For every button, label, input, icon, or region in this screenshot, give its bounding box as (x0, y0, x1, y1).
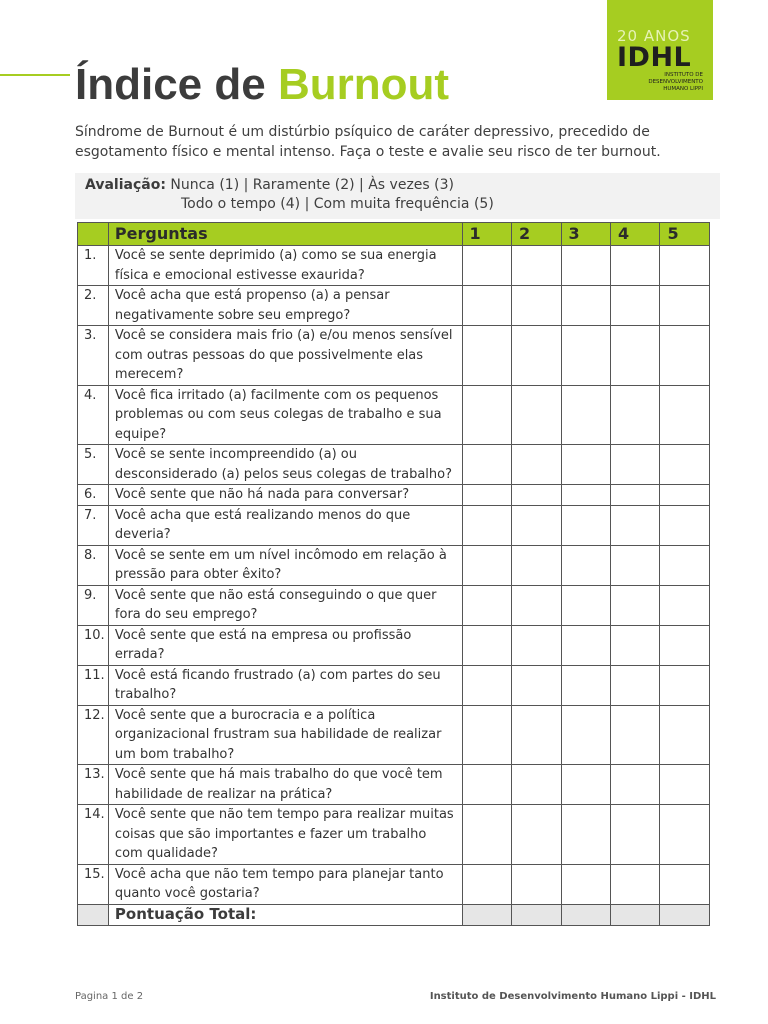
score-cell-1[interactable] (462, 445, 511, 485)
question-text: Você se sente em um nível incômodo em relação à pressão para obter êxito? (108, 545, 462, 585)
table-row (78, 326, 710, 386)
score-cell-2[interactable] (512, 246, 561, 286)
header-score-1: 1 (462, 223, 511, 246)
question-number: 14. (78, 805, 109, 865)
question-text: Você sente que não tem tempo para realizar muitas coisas que são importantes e fazer um trabalho com qualidade? (108, 805, 462, 865)
score-cell-5[interactable] (660, 286, 710, 326)
table-row (78, 505, 710, 545)
score-cell-2[interactable] (512, 326, 561, 386)
score-cell-3[interactable] (561, 585, 610, 625)
score-cell-5[interactable] (660, 545, 710, 585)
table-row (78, 864, 710, 904)
score-cell-3[interactable] (561, 326, 610, 386)
rating-scale-box (75, 173, 720, 219)
score-cell-2[interactable] (512, 385, 561, 445)
rating-label: Avaliação: (85, 177, 166, 193)
logo-name: IDHL (617, 42, 692, 73)
score-cell-3[interactable] (561, 445, 610, 485)
total-score-cell-5[interactable] (660, 904, 710, 925)
table-row (78, 665, 710, 705)
table-row (78, 545, 710, 585)
total-score-cell-3[interactable] (561, 904, 610, 925)
question-text: Você sente que está na empresa ou profissão errada? (108, 625, 462, 665)
table-header-row (78, 223, 710, 246)
question-text: Você sente que há mais trabalho do que você tem habilidade de realizar na prática? (108, 765, 462, 805)
score-cell-1[interactable] (462, 864, 511, 904)
question-number: 1. (78, 246, 109, 286)
score-cell-2[interactable] (512, 505, 561, 545)
header-questions: Perguntas (108, 223, 462, 246)
score-cell-2[interactable] (512, 286, 561, 326)
logo-subtitle-line1: INSTITUTO DE DESENVOLVIMENTO (648, 72, 703, 85)
question-text: Você sente que a burocracia e a política organizacional frustram sua habilidade de realizar um bom trabalho? (108, 705, 462, 765)
title-accent-line (0, 74, 70, 76)
score-cell-2[interactable] (512, 805, 561, 865)
question-text: Você se sente incompreendido (a) ou desconsiderado (a) pelos seus colegas de trabalho? (108, 445, 462, 485)
question-number: 8. (78, 545, 109, 585)
header-score-3: 3 (561, 223, 610, 246)
score-cell-4[interactable] (611, 445, 660, 485)
question-number: 2. (78, 286, 109, 326)
score-cell-4[interactable] (611, 765, 660, 805)
intro-paragraph: Síndrome de Burnout é um distúrbio psíquico de caráter depressivo, precedido de esgotamento físico e mental intenso. Faça o teste e avalie seu risco de ter burnout. (75, 124, 661, 160)
score-cell-4[interactable] (611, 805, 660, 865)
total-number-cell (78, 904, 109, 925)
score-cell-1[interactable] (462, 286, 511, 326)
score-cell-4[interactable] (611, 585, 660, 625)
score-cell-2[interactable] (512, 625, 561, 665)
page-title-accent: Burnout (277, 60, 450, 109)
question-number: 13. (78, 765, 109, 805)
question-number: 5. (78, 445, 109, 485)
score-cell-5[interactable] (660, 625, 710, 665)
score-cell-4[interactable] (611, 246, 660, 286)
table-row (78, 385, 710, 445)
total-score-cell-4[interactable] (611, 904, 660, 925)
score-cell-4[interactable] (611, 326, 660, 386)
question-number: 4. (78, 385, 109, 445)
score-cell-5[interactable] (660, 665, 710, 705)
footer-organization: Instituto de Desenvolvimento Humano Lippi - IDHL (429, 991, 716, 1002)
score-cell-5[interactable] (660, 326, 710, 386)
question-text: Você está ficando frustrado (a) com partes do seu trabalho? (108, 665, 462, 705)
table-row (78, 286, 710, 326)
burnout-questionnaire-table (77, 222, 710, 926)
score-cell-4[interactable] (611, 385, 660, 445)
total-score-cell-1[interactable] (462, 904, 511, 925)
table-row (78, 625, 710, 665)
score-cell-5[interactable] (660, 585, 710, 625)
question-number: 15. (78, 864, 109, 904)
score-cell-5[interactable] (660, 505, 710, 545)
score-cell-5[interactable] (660, 765, 710, 805)
score-cell-3[interactable] (561, 246, 610, 286)
score-cell-1[interactable] (462, 705, 511, 765)
score-cell-4[interactable] (611, 545, 660, 585)
footer-page-number: Pagina 1 de 2 (75, 991, 144, 1002)
logo-years: 20 ANOS (617, 27, 691, 45)
score-cell-4[interactable] (611, 485, 660, 506)
table-row (78, 246, 710, 286)
question-text: Você acha que está realizando menos do que deveria? (108, 505, 462, 545)
rating-options-2: Todo o tempo (4) | Com muita frequência (5) (181, 196, 494, 212)
score-cell-2[interactable] (512, 545, 561, 585)
page-title (75, 58, 449, 112)
score-cell-1[interactable] (462, 805, 511, 865)
score-cell-1[interactable] (462, 505, 511, 545)
score-cell-3[interactable] (561, 805, 610, 865)
score-cell-3[interactable] (561, 705, 610, 765)
score-cell-1[interactable] (462, 625, 511, 665)
table-row (78, 585, 710, 625)
score-cell-4[interactable] (611, 705, 660, 765)
score-cell-1[interactable] (462, 545, 511, 585)
score-cell-5[interactable] (660, 485, 710, 506)
score-cell-1[interactable] (462, 246, 511, 286)
score-cell-2[interactable] (512, 485, 561, 506)
score-cell-2[interactable] (512, 705, 561, 765)
header-score-2: 2 (512, 223, 561, 246)
score-cell-2[interactable] (512, 585, 561, 625)
table-row (78, 765, 710, 805)
score-cell-5[interactable] (660, 864, 710, 904)
total-row (78, 904, 710, 925)
question-number: 10. (78, 625, 109, 665)
score-cell-5[interactable] (660, 385, 710, 445)
score-cell-1[interactable] (462, 326, 511, 386)
logo-subtitle-line2: HUMANO LIPPI (663, 86, 703, 92)
idhl-logo (607, 0, 713, 100)
question-number: 9. (78, 585, 109, 625)
score-cell-5[interactable] (660, 445, 710, 485)
score-cell-4[interactable] (611, 286, 660, 326)
score-cell-4[interactable] (611, 864, 660, 904)
total-score-cell-2[interactable] (512, 904, 561, 925)
score-cell-3[interactable] (561, 505, 610, 545)
score-cell-3[interactable] (561, 665, 610, 705)
question-text: Você acha que não tem tempo para planejar tanto quanto você gostaria? (108, 864, 462, 904)
question-number: 7. (78, 505, 109, 545)
score-cell-3[interactable] (561, 765, 610, 805)
score-cell-5[interactable] (660, 705, 710, 765)
total-label: Pontuação Total: (108, 904, 462, 925)
page-title-main: Índice de (75, 60, 278, 109)
score-cell-2[interactable] (512, 445, 561, 485)
table-row (78, 485, 710, 506)
question-text: Você se sente deprimido (a) como se sua energia física e emocional estivesse exaurida? (108, 246, 462, 286)
score-cell-5[interactable] (660, 246, 710, 286)
question-text: Você acha que está propenso (a) a pensar negativamente sobre seu emprego? (108, 286, 462, 326)
table-row (78, 805, 710, 865)
question-number: 12. (78, 705, 109, 765)
table-row (78, 445, 710, 485)
rating-options-1: Nunca (1) | Raramente (2) | Às vezes (3) (170, 177, 454, 193)
question-number: 6. (78, 485, 109, 506)
score-cell-1[interactable] (462, 385, 511, 445)
score-cell-3[interactable] (561, 545, 610, 585)
score-cell-3[interactable] (561, 864, 610, 904)
header-score-4: 4 (611, 223, 660, 246)
question-number: 3. (78, 326, 109, 386)
table-row (78, 705, 710, 765)
score-cell-1[interactable] (462, 665, 511, 705)
score-cell-2[interactable] (512, 665, 561, 705)
header-score-5: 5 (660, 223, 710, 246)
question-text: Você sente que não está conseguindo o que quer fora do seu emprego? (108, 585, 462, 625)
question-text: Você se considera mais frio (a) e/ou menos sensível com outras pessoas do que possivelmente elas merecem? (108, 326, 462, 386)
score-cell-3[interactable] (561, 625, 610, 665)
score-cell-2[interactable] (512, 765, 561, 805)
score-cell-3[interactable] (561, 385, 610, 445)
rating-line-1 (85, 176, 710, 195)
question-text: Você fica irritado (a) facilmente com os pequenos problemas ou com seus colegas de trabalho e sua equipe? (108, 385, 462, 445)
question-number: 11. (78, 665, 109, 705)
score-cell-4[interactable] (611, 625, 660, 665)
score-cell-3[interactable] (561, 286, 610, 326)
score-cell-1[interactable] (462, 485, 511, 506)
score-cell-4[interactable] (611, 665, 660, 705)
score-cell-2[interactable] (512, 864, 561, 904)
score-cell-1[interactable] (462, 765, 511, 805)
question-text: Você sente que não há nada para conversar? (108, 485, 462, 506)
score-cell-1[interactable] (462, 585, 511, 625)
score-cell-3[interactable] (561, 485, 610, 506)
score-cell-4[interactable] (611, 505, 660, 545)
header-number-cell (78, 223, 109, 246)
question-rows (78, 246, 710, 905)
score-cell-5[interactable] (660, 805, 710, 865)
